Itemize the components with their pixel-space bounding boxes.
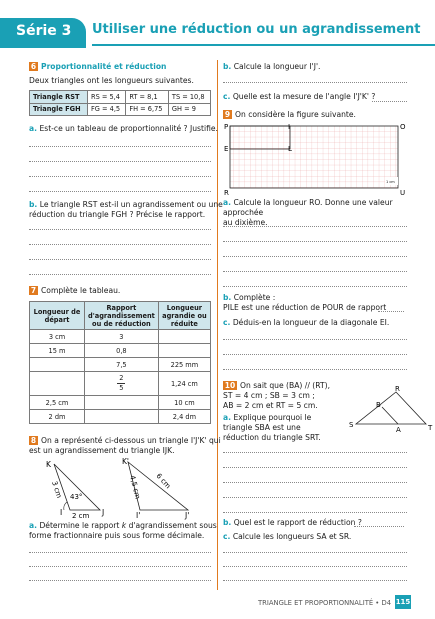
label-r: R [224, 189, 229, 196]
table-cell: 2,4 dm [158, 410, 210, 424]
ex6-title: Proportionnalité et réduction [41, 62, 167, 71]
answer-line[interactable] [223, 552, 407, 553]
fraction-cell: 2 5 [85, 372, 159, 396]
table-cell-input[interactable] [158, 330, 210, 344]
answer-line[interactable] [223, 241, 407, 242]
ex9-question-b: b. Complète : PILE est une réduction de POUR de rapport [223, 293, 387, 312]
ex10-question-b: b. Quel est le rapport de réduction ? [223, 518, 362, 527]
answer-line[interactable] [223, 467, 407, 468]
table-cell: 7,5 [85, 358, 159, 372]
table-cell: Triangle RST [30, 91, 88, 104]
answer-line[interactable] [223, 580, 407, 581]
answer-line[interactable] [223, 256, 407, 257]
ex10-question-c: c. Calcule les longueurs SA et SR. [223, 532, 352, 541]
ex7-number: 7 [30, 286, 37, 295]
table-row [30, 396, 211, 410]
ex7-title: Complète le tableau. [41, 286, 121, 295]
ex6-number: 6 [30, 62, 37, 71]
label-ip: I' [136, 511, 141, 520]
table-cell: 0,8 [85, 344, 159, 358]
label-a: A [396, 426, 401, 434]
table-row [30, 330, 211, 344]
table-cell: 2,5 cm [30, 396, 85, 410]
answer-line[interactable] [372, 101, 407, 102]
answer-line[interactable] [223, 452, 407, 453]
label-jp: J' [185, 511, 190, 520]
answer-line[interactable] [223, 566, 407, 567]
side-kpip: 4,5 cm [128, 474, 142, 500]
table-row [30, 91, 211, 104]
table-row [30, 372, 211, 396]
table-row [30, 103, 211, 116]
ex6-question-a: a. Est-ce un tableau de proportionnalité ? Justifie. [29, 124, 218, 133]
angle-label: 43° [70, 493, 83, 501]
answer-line[interactable] [29, 580, 211, 581]
answer-line[interactable] [223, 482, 407, 483]
answer-line[interactable] [223, 369, 407, 370]
label-kp: K' [122, 458, 129, 466]
table-cell: 225 mm [158, 358, 210, 372]
answer-line[interactable] [378, 311, 404, 312]
ex9-number: 9 [224, 110, 231, 119]
ex10-statement: 10 On sait que (BA) // (RT), ST = 4 cm ; SB = 3 cm ; AB = 2 cm et RT = 5 cm. [223, 381, 331, 410]
table-row [30, 344, 211, 358]
label-u: U [400, 189, 406, 196]
table-cell: 3 cm [30, 330, 85, 344]
table-cell: 15 m [30, 344, 85, 358]
answer-line[interactable] [29, 146, 211, 147]
table-header-row [30, 302, 211, 330]
answer-line[interactable] [223, 512, 407, 513]
page-title: Utiliser une réduction ou un agrandissement [92, 22, 421, 37]
answer-line[interactable] [223, 354, 407, 355]
table-cell-input[interactable] [30, 372, 85, 396]
side-kpjp: 6 cm [154, 471, 173, 491]
answer-line[interactable] [223, 271, 407, 272]
ex8-number: 8 [30, 436, 37, 445]
ex8-question-a: a. Détermine le rapport k d'agrandissement sous forme fractionnaire puis sous forme décimale. [29, 521, 217, 540]
ex10-figure [340, 382, 435, 440]
question-b-ij: b. Calcule la longueur I'J'. [223, 62, 321, 71]
answer-line[interactable] [223, 497, 407, 498]
ex6-table [29, 90, 211, 116]
table-cell-input[interactable] [85, 410, 159, 424]
answer-line[interactable] [29, 244, 211, 245]
scale-label: 1 cm [386, 180, 395, 184]
ex8-intro: 8 On a représenté ci-dessous un triangle I'J'K' qui est un agrandissement du triangle IJK. [29, 436, 221, 455]
label-i: I [288, 123, 291, 131]
table-cell: FG = 4,5 [88, 103, 126, 116]
label-r: R [395, 385, 400, 393]
ex9-heading: 9 On considère la figure suivante. [224, 110, 356, 119]
ex6-intro: Deux triangles ont les longueurs suivantes. [29, 76, 194, 85]
ex9-figure [222, 120, 410, 196]
label-l: L [288, 145, 292, 153]
label-o: O [400, 123, 406, 131]
answer-line[interactable] [29, 274, 211, 275]
answer-line[interactable] [29, 191, 211, 192]
label-k: K [46, 460, 51, 469]
table-cell: 2 dm [30, 410, 85, 424]
series-label: Série 3 [16, 23, 72, 39]
ex10-number: 10 [224, 381, 236, 390]
header-rule [92, 44, 435, 46]
page-number: 115 [395, 595, 411, 609]
footer-chapter: TRIANGLE ET PROPORTIONNALITÉ • D4 [258, 599, 392, 607]
header-band [0, 0, 435, 50]
column-header: Rapport d'agrandissement ou de réduction [85, 302, 159, 330]
angle-arc [64, 502, 67, 510]
table-cell: 3 [85, 330, 159, 344]
answer-line[interactable] [354, 526, 404, 527]
ex9-question-a: a. Calcule la longueur RO. Donne une valeur approchée au dixième. [223, 198, 393, 227]
table-cell: FH = 6,75 [126, 103, 169, 116]
table-cell-input[interactable] [30, 358, 85, 372]
triangle-srt [356, 392, 426, 424]
ex6-heading [29, 62, 166, 72]
table-cell-input[interactable] [158, 344, 210, 358]
label-j: J [102, 508, 105, 517]
answer-line[interactable] [29, 176, 211, 177]
table-cell: RT = 8,1 [126, 91, 169, 104]
column-header: Longueur agrandie ou réduite [158, 302, 210, 330]
answer-line[interactable] [223, 226, 407, 227]
answer-line[interactable] [29, 161, 211, 162]
column-divider [217, 60, 218, 590]
ex8-figure [40, 458, 200, 520]
table-cell: 1,24 cm [158, 372, 210, 396]
side-ki: 3 cm [50, 480, 64, 500]
answer-line[interactable] [223, 286, 407, 287]
table-cell-input[interactable] [85, 396, 159, 410]
segment-ba [382, 407, 398, 424]
label-e: E [224, 145, 229, 153]
label-s: S [349, 421, 354, 429]
table-cell: TS = 10,8 [168, 91, 210, 104]
answer-line[interactable] [29, 229, 211, 230]
grid-background [230, 126, 398, 188]
table-cell: RS = 5,4 [88, 91, 126, 104]
answer-line[interactable] [223, 82, 407, 83]
ex9-question-c: c. Déduis-en la longueur de la diagonale EI. [223, 318, 390, 327]
label-t: T [428, 424, 433, 432]
side-ij: 2 cm [72, 512, 90, 520]
ex6-question-b: b. Le triangle RST est-il un agrandissement ou une réduction du triangle FGH ? Précise le rapport. [29, 200, 223, 219]
table-cell: 10 cm [158, 396, 210, 410]
label-i: I [60, 508, 63, 517]
label-b: B [376, 401, 381, 409]
table-cell: Triangle FGH [30, 103, 88, 116]
answer-line[interactable] [223, 339, 407, 340]
table-row [30, 358, 211, 372]
ex7-table [29, 301, 211, 424]
table-row [30, 410, 211, 424]
answer-line[interactable] [29, 259, 211, 260]
column-header: Longueur de départ [30, 302, 85, 330]
ex10-question-a: a. Explique pourquoi le triangle SBA est une réduction du triangle SRT. [223, 413, 321, 442]
ex7-heading [29, 286, 120, 296]
table-cell: GH = 9 [168, 103, 210, 116]
label-p: P [224, 123, 229, 131]
question-c-angle: c. Quelle est la mesure de l'angle I'J'K' ? [223, 92, 376, 101]
answer-line[interactable] [29, 552, 211, 553]
answer-line[interactable] [29, 566, 211, 567]
